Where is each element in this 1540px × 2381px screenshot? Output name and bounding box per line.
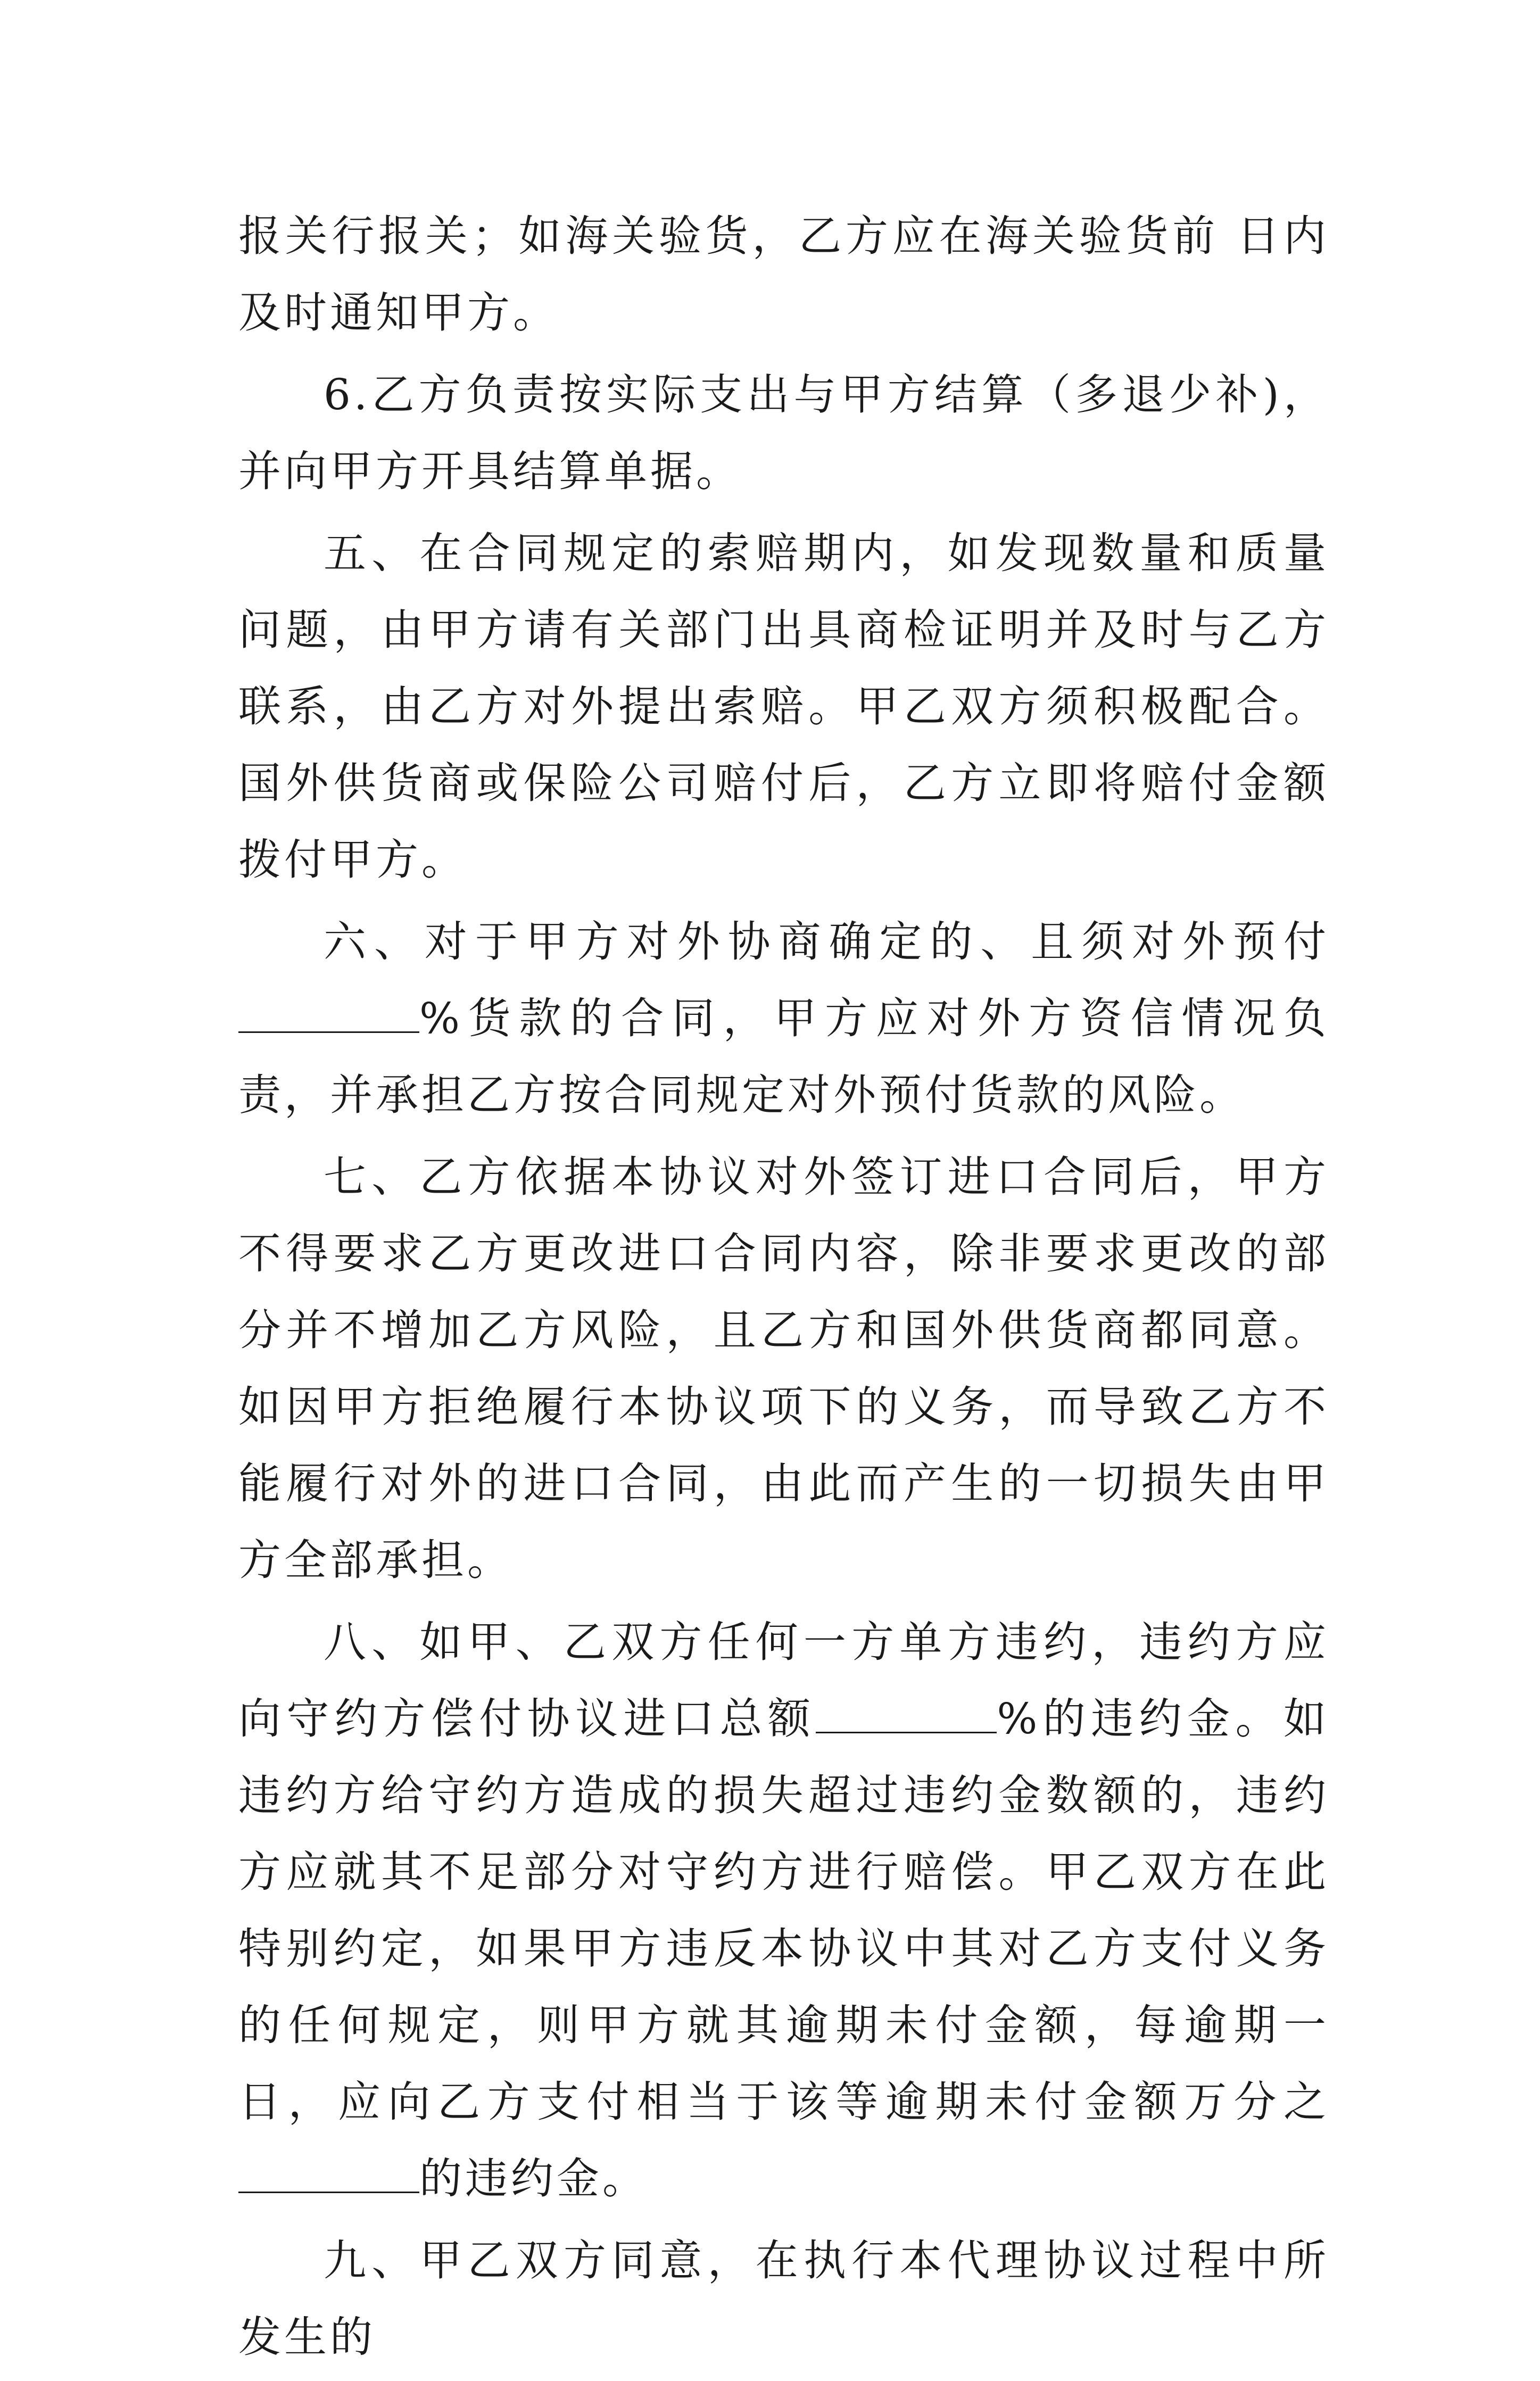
document-body xyxy=(238,198,1329,2381)
penalty-text-middle: %的违约金。如违约方给守约方造成的损失超过违约金数额的，违约方应就其不足部分对守约方进行赔偿。甲乙双方在此特别约定，如果甲方违反本协议中其对乙方支付义务的任何规定，则甲方就其逾期未付金额，每逾期一日，应向乙方支付相当于该等逾期未付金额万分之 xyxy=(238,1694,1330,2127)
prepayment-text-before: 六、对于甲方对外协商确定的、且须对外预付 xyxy=(324,917,1329,966)
paragraph-claims: 五、在合同规定的索赔期内，如发现数量和质量问题，由甲方请有关部门出具商检证明并及时与乙方联系，由乙方对外提出索赔。甲乙双方须积极配合。国外供货商或保险公司赔付后，乙方立即将赔付金额拨付甲方。 xyxy=(238,528,1329,884)
daily-penalty-rate-blank[interactable] xyxy=(238,2153,419,2193)
penalty-text-after: 的违约金。 xyxy=(419,2154,648,2203)
prepayment-text-after: %货款的合同，甲方应对外方资信情况负责，并承担乙方按合同规定对外预付货款的风险。 xyxy=(238,994,1329,1120)
paragraph-breach-penalty xyxy=(238,1604,1329,2217)
paragraph-prepayment xyxy=(238,904,1329,1134)
prepayment-percent-blank[interactable] xyxy=(238,993,419,1033)
paragraph-customs-notice: 报关行报关；如海关验货，乙方应在海关验货前 日内及时通知甲方。 xyxy=(238,211,1329,337)
paragraph-contract-changes: 七、乙方依据本协议对外签订进口合同后，甲方不得要求乙方更改进口合同内容，除非要求更改的部分并不增加乙方风险，且乙方和国外供货商都同意。如因甲方拒绝履行本协议项下的义务，而导致乙方不能履行对外的进口合同，由此而产生的一切损失由甲方全部承担。 xyxy=(238,1152,1329,1585)
paragraph-agreement-costs: 九、甲乙双方同意，在执行本代理协议过程中所发生的 xyxy=(238,2236,1329,2362)
penalty-text-before: 八、如甲、乙双方任何一方单方违约，违约方应向守约方偿付协议进口总额 xyxy=(238,1617,1329,1743)
penalty-percent-blank[interactable] xyxy=(816,1693,997,1733)
paragraph-settlement: 6.乙方负责按实际支出与甲方结算（多退少补)，并向甲方开具结算单据。 xyxy=(238,370,1329,496)
